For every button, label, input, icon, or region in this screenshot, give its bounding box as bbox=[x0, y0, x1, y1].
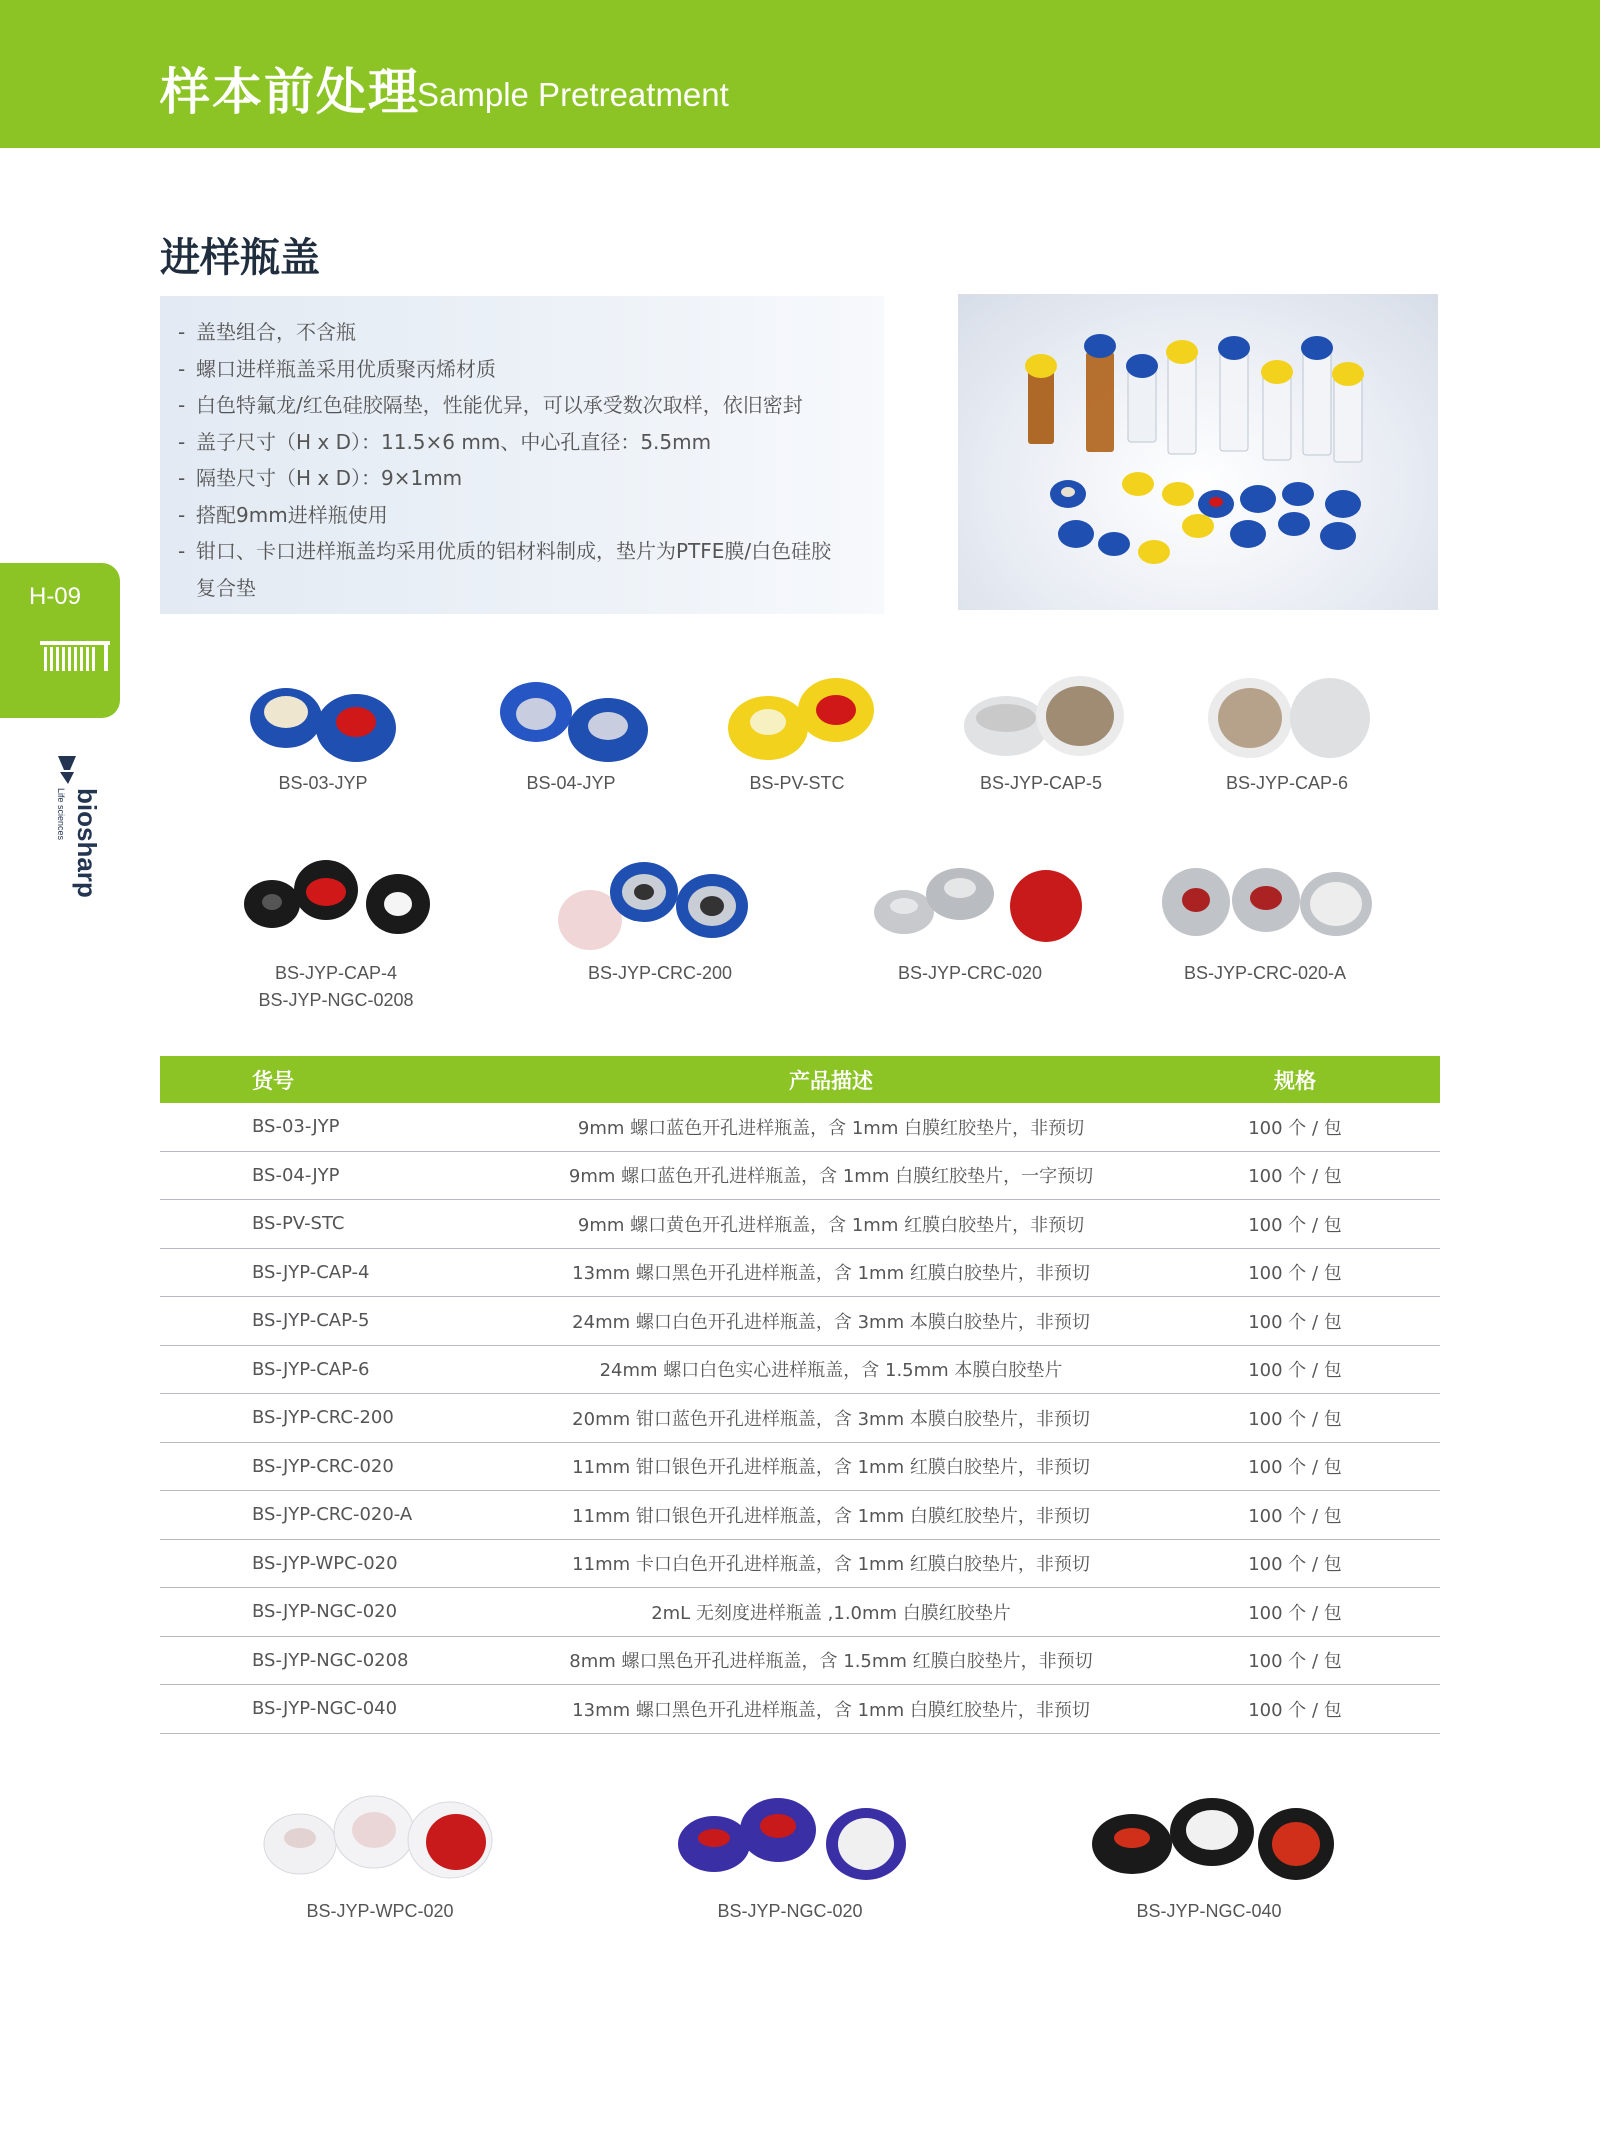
section-title: 进样瓶盖 bbox=[160, 235, 320, 281]
table-row bbox=[160, 1151, 1440, 1200]
cell-spec: 100 个 / 包 bbox=[1150, 1248, 1440, 1297]
table-row bbox=[160, 1394, 1440, 1443]
product-card bbox=[1192, 670, 1382, 797]
blue-crimp-cap-image bbox=[540, 850, 780, 960]
cell-sku: BS-JYP-CRC-020 bbox=[160, 1442, 512, 1491]
description-item: - 钳口、卡口进样瓶盖均采用优质的铝材料制成，垫片为PTFE膜/白色硅胶复合垫 bbox=[178, 539, 832, 600]
product-card bbox=[946, 670, 1136, 797]
yellow-cap-image bbox=[702, 670, 892, 770]
column-header-sku: 货号 bbox=[160, 1056, 512, 1103]
product-card bbox=[476, 670, 666, 797]
product-card bbox=[226, 850, 446, 1014]
tube-rack-icon bbox=[40, 641, 112, 673]
cell-description: 2mL 无刻度进样瓶盖 ,1.0mm 白膜红胶垫片 bbox=[512, 1588, 1150, 1637]
description-item: - 盖子尺寸（H x D）：11.5×6 mm、中心孔直径：5.5mm bbox=[178, 429, 712, 454]
product-label: BS-03-JYP bbox=[278, 773, 368, 793]
product-label: BS-04-JYP bbox=[526, 773, 616, 793]
cell-description: 11mm 钳口银色开孔进样瓶盖，含 1mm 白膜红胶垫片，非预切 bbox=[512, 1491, 1150, 1540]
cell-sku: BS-JYP-NGC-0208 bbox=[160, 1636, 512, 1685]
cell-spec: 100 个 / 包 bbox=[1150, 1636, 1440, 1685]
table-row bbox=[160, 1491, 1440, 1540]
cell-spec: 100 个 / 包 bbox=[1150, 1345, 1440, 1394]
cell-sku: BS-PV-STC bbox=[160, 1200, 512, 1249]
svg-text:Life sciences: Life sciences bbox=[56, 788, 66, 841]
blue-cap-image bbox=[228, 670, 418, 770]
table-row bbox=[160, 1442, 1440, 1491]
black-cap-image bbox=[226, 850, 446, 960]
cell-sku: BS-03-JYP bbox=[160, 1103, 512, 1151]
table-row bbox=[160, 1636, 1440, 1685]
blue-screw-cap-image bbox=[660, 1778, 920, 1898]
table-row bbox=[160, 1588, 1440, 1637]
product-table bbox=[160, 1056, 1440, 1734]
cell-spec: 100 个 / 包 bbox=[1150, 1539, 1440, 1588]
description-item: - 搭配9mm进样瓶使用 bbox=[178, 502, 388, 527]
cell-spec: 100 个 / 包 bbox=[1150, 1442, 1440, 1491]
product-label: BS-JYP-CAP-5 bbox=[979, 773, 1103, 793]
cell-description: 20mm 钳口蓝色开孔进样瓶盖，含 3mm 本膜白胶垫片，非预切 bbox=[512, 1394, 1150, 1443]
cell-description: 9mm 螺口黄色开孔进样瓶盖，含 1mm 红膜白胶垫片，非预切 bbox=[512, 1200, 1150, 1249]
table-row bbox=[160, 1248, 1440, 1297]
header-title-en: Sample Pretreatment bbox=[417, 76, 729, 113]
cell-spec: 100 个 / 包 bbox=[1150, 1588, 1440, 1637]
cell-sku: BS-JYP-WPC-020 bbox=[160, 1539, 512, 1588]
product-label: BS-JYP-NGC-040 bbox=[1136, 1901, 1282, 1921]
cell-description: 13mm 螺口黑色开孔进样瓶盖，含 1mm 红膜白胶垫片，非预切 bbox=[512, 1248, 1150, 1297]
cell-description: 9mm 螺口蓝色开孔进样瓶盖，含 1mm 白膜红胶垫片，非预切 bbox=[512, 1103, 1150, 1151]
product-label: BS-JYP-NGC-020 bbox=[717, 1901, 863, 1921]
product-label: BS-JYP-CAP-4 bbox=[274, 963, 398, 983]
product-card bbox=[1074, 1778, 1344, 1925]
section-code: H-09 bbox=[28, 583, 82, 610]
cell-sku: BS-JYP-CAP-6 bbox=[160, 1345, 512, 1394]
description-item: - 盖垫组合，不含瓶 bbox=[178, 320, 356, 344]
page-header bbox=[0, 0, 1600, 148]
cell-description: 24mm 螺口白色实心进样瓶盖，含 1.5mm 本膜白胶垫片 bbox=[512, 1345, 1150, 1394]
cell-sku: BS-JYP-NGC-040 bbox=[160, 1685, 512, 1734]
cell-spec: 100 个 / 包 bbox=[1150, 1103, 1440, 1151]
cell-spec: 100 个 / 包 bbox=[1150, 1685, 1440, 1734]
cell-description: 24mm 螺口白色开孔进样瓶盖，含 3mm 本膜白胶垫片，非预切 bbox=[512, 1297, 1150, 1346]
cell-sku: BS-JYP-CRC-020-A bbox=[160, 1491, 512, 1540]
cell-sku: BS-JYP-NGC-020 bbox=[160, 1588, 512, 1637]
product-card bbox=[660, 1778, 920, 1925]
cell-spec: 100 个 / 包 bbox=[1150, 1200, 1440, 1249]
product-card bbox=[702, 670, 892, 797]
table-row bbox=[160, 1345, 1440, 1394]
header-title-zh: 样本前处理 bbox=[160, 63, 420, 121]
product-label: BS-JYP-WPC-020 bbox=[306, 1901, 454, 1921]
product-card bbox=[540, 850, 780, 987]
product-label: BS-PV-STC bbox=[749, 773, 845, 793]
description-list bbox=[160, 296, 884, 606]
cell-sku: BS-JYP-CAP-4 bbox=[160, 1248, 512, 1297]
product-card bbox=[850, 850, 1090, 987]
cell-description: 9mm 螺口蓝色开孔进样瓶盖，含 1mm 白膜红胶垫片，一字预切 bbox=[512, 1151, 1150, 1200]
table-row bbox=[160, 1685, 1440, 1734]
product-label: BS-JYP-CRC-020-A bbox=[1183, 963, 1347, 983]
silver-crimp-cap-image bbox=[1150, 850, 1380, 960]
cell-description: 8mm 螺口黑色开孔进样瓶盖，含 1.5mm 红膜白胶垫片，非预切 bbox=[512, 1636, 1150, 1685]
cell-description: 13mm 螺口黑色开孔进样瓶盖，含 1mm 白膜红胶垫片，非预切 bbox=[512, 1685, 1150, 1734]
white-cap-image bbox=[1192, 670, 1382, 770]
cell-spec: 100 个 / 包 bbox=[1150, 1297, 1440, 1346]
blue-cap-image bbox=[476, 670, 666, 770]
brand-logo bbox=[48, 748, 102, 918]
cell-sku: BS-JYP-CRC-200 bbox=[160, 1394, 512, 1443]
product-label: BS-JYP-NGC-0208 bbox=[258, 990, 414, 1010]
product-card bbox=[250, 1778, 510, 1925]
cell-spec: 100 个 / 包 bbox=[1150, 1491, 1440, 1540]
description-box bbox=[160, 296, 884, 614]
column-header-description: 产品描述 bbox=[512, 1056, 1150, 1103]
table-row bbox=[160, 1200, 1440, 1249]
table-row bbox=[160, 1539, 1440, 1588]
product-label: BS-JYP-CRC-020 bbox=[897, 963, 1043, 983]
description-item: - 螺口进样瓶盖采用优质聚丙烯材质 bbox=[178, 356, 496, 381]
black-screw-cap-image bbox=[1074, 1778, 1344, 1898]
cell-sku: BS-JYP-CAP-5 bbox=[160, 1297, 512, 1346]
description-item: - 隔垫尺寸（H x D）：9×1mm bbox=[178, 466, 463, 490]
table-header-row bbox=[160, 1056, 1440, 1103]
cell-sku: BS-04-JYP bbox=[160, 1151, 512, 1200]
product-card bbox=[228, 670, 418, 797]
product-card bbox=[1150, 850, 1380, 987]
product-label: BS-JYP-CRC-200 bbox=[587, 963, 733, 983]
product-label: BS-JYP-CAP-6 bbox=[1225, 773, 1349, 793]
silver-crimp-cap-image bbox=[850, 850, 1090, 960]
svg-text:biosharp: biosharp bbox=[72, 788, 102, 898]
table-row bbox=[160, 1297, 1440, 1346]
white-snap-cap-image bbox=[250, 1778, 510, 1898]
cell-spec: 100 个 / 包 bbox=[1150, 1394, 1440, 1443]
description-item: - 白色特氟龙/红色硅胶隔垫，性能优异，可以承受数次取样，依旧密封 bbox=[178, 393, 803, 417]
cell-description: 11mm 钳口银色开孔进样瓶盖，含 1mm 红膜白胶垫片，非预切 bbox=[512, 1442, 1150, 1491]
table-row bbox=[160, 1103, 1440, 1151]
column-header-spec: 规格 bbox=[1150, 1056, 1440, 1103]
hero-product-photo bbox=[958, 294, 1438, 610]
white-cap-image bbox=[946, 670, 1136, 770]
cell-spec: 100 个 / 包 bbox=[1150, 1151, 1440, 1200]
cell-description: 11mm 卡口白色开孔进样瓶盖，含 1mm 红膜白胶垫片，非预切 bbox=[512, 1539, 1150, 1588]
section-side-tab bbox=[0, 563, 120, 718]
